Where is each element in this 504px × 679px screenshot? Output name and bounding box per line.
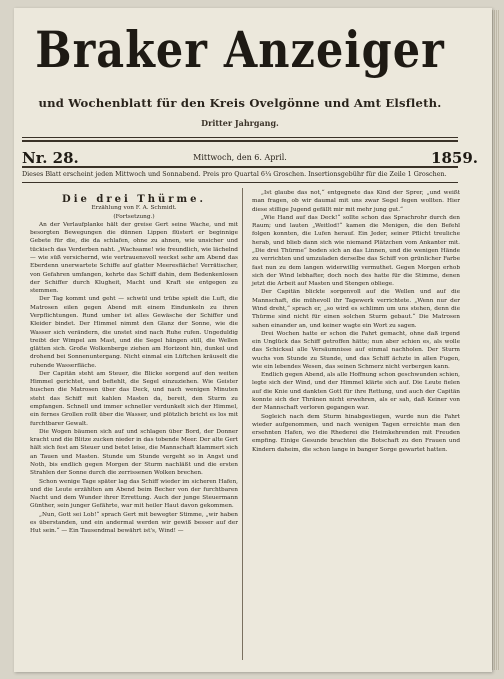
left-column bbox=[30, 196, 238, 536]
subscription-notice: Dieses Blatt erscheint jeden Mittwoch und Sonnabend. Preis pro Quartal 6¼ Groschen. Insertionsgebühr für die Zeile 1 Groschen. bbox=[22, 170, 447, 178]
right-column bbox=[252, 189, 460, 454]
paragraph: Der Capitän steht am Steuer, die Blicke sorgend auf den weiten Himmel gerichtet, und befiehlt, die Segel einzuziehen. Wie Geister huschen die Matrosen über das Deck, und nach wenigen Minuten steht das Schiff mit kahlen Masten da, bereit, den Sturm zu empfangen. Schnell und immer schneller verdunkelt sich der Himmel, ein fernes Grollen rollt über die Wasser, und plötzlich bricht es los mit furchtbarer Gewalt. bbox=[30, 370, 238, 427]
date-rule bbox=[22, 166, 458, 168]
paragraph: Sogleich nach dem Sturm hinabgestiegen, wurde nun die Fahrt wieder aufgenommen, und nach wenigen Tagen erreichte man den ersehnten Hafen, wo die Rhederei die Heimkehrenden mit Freuden empfing. Einige Gesunde brachten die Botschaft zu den Frauen und Kindern daheim, die schon lange in banger Sorge gewartet hatten. bbox=[252, 413, 460, 453]
right-paragraphs bbox=[252, 189, 460, 454]
top-rule-thick bbox=[22, 140, 458, 142]
issue-number: Nr. 28. bbox=[22, 149, 79, 167]
paragraph: „Nun, Gott sei Lob!“ sprach Gert mit bewegter Stimme, „wir haben es überstanden, und ein andermal werden wir gewiß besser auf der Hut sein.“ — Ein Tausendmal bewährt ist's, Wind! — bbox=[30, 511, 238, 535]
issue-year: 1859. bbox=[431, 149, 478, 167]
masthead-subtitle: und Wochenblatt für den Kreis Ovelgönne und Amt Elsfleth. bbox=[38, 96, 442, 110]
continuation-note: (Fortsetzung.) bbox=[113, 213, 155, 220]
story-title: Die drei Thürme. bbox=[62, 194, 206, 205]
paragraph: Endlich gegen Abend, als alle Hoffnung schon geschwunden schien, legte sich der Wind, und der Himmel klärte sich auf. Die Leute fielen auf die Knie und dankten Gott für ihre Rettung, und auch der Capitän konnte sich der Thränen nicht erwehren, als er sah, daß Keiner von der Mannschaft verloren gegangen war. bbox=[252, 372, 460, 412]
paragraph: Der Capitän blickte sorgenvoll auf die Wellen und auf die Mannschaft, die mühevoll ihr Tagewerk verrichtete. „Wenn nur der Wind dreht,“ sprach er, „so wird es schlimm um uns stehen, denn die Thürme sind nicht für einen solchen Sturm gebaut.“ Die Matrosen sahen einander an, und keiner wagte ein Wort zu sagen. bbox=[252, 289, 460, 329]
paragraph: „Ist glaube das not,“ entgegnete das Kind der Sprer, „und weißt man fragen, ob wir daumal mit uns zwar Segel fegen wollten. Hier diese stillige Jugend gefällt mir mit mehr jung gut.“ bbox=[252, 190, 460, 213]
volume-line: Dritter Jahrgang. bbox=[201, 118, 279, 128]
paragraph: Die Wogen bäumen sich auf und schlagen über Bord, der Donner kracht und die Blitze zucken nieder in das tobende Meer. Der alte Gert hält sich fest am Steuer und betet leise, die Mannschaft klammert sich an Tauen und Masten. Stunde um Stunde vergeht so in Angst und Noth, bis endlich gegen Morgen der Sturm nachläßt und die ersten Strahlen der Sonne durch die zerrissenen Wolken brechen. bbox=[30, 428, 238, 477]
paragraph: Drei Wochen hatte er schon die Fahrt gemacht, ohne daß irgend ein Unglück das Schiff getroffen hätte; nun aber schien es, als wolle das Schicksal alle Versäumnisse auf einmal nachholen. Der Sturm wuchs von Stunde zu Stunde, und das Schiff ächzte in allen Fugen, wie ein lebendes Wesen, das seinen Schmerz nicht verbergen kann. bbox=[252, 330, 460, 370]
story-byline: Erzählung von F. A. Schmidt. bbox=[91, 205, 177, 212]
paragraph: An der Verlaufplanke hält der greise Gert seine Wache, und mit besorgten Bewegungen die dünnen Lippen flüstert er beginnige Gebete für die, die da schlafen, ohne zu ahnen, wie unsicher und tückisch das Verderben naht. „Wachsame! wie freundlich, wie lächelnd — wie süß versichernd, wie vertrauensvoll weckst sehr am Abend das Eberdenn unerwartete Schiffe auf glatter Meeresfläche! Verrätischer, von Gefahren umfangen, kehrte das Schiff dahin, dem Bedenkenlosen der Schiffer durch Klugheit, Macht und Kraft sie entgegen zu stemmen. bbox=[30, 221, 238, 295]
issue-date: Mittwoch, den 6. April. bbox=[193, 153, 287, 162]
paragraph: Schon wenige Tage später lag das Schiff wieder im sicheren Hafen, und die Leute erzählten am Abend beim Becher von der furchtbaren Nacht und dem Wunder ihrer Errettung. Auch der junge Steuermann Günther, sein junger Gefährte, war mit heiler Haut davon gekommen. bbox=[30, 478, 238, 510]
left-paragraphs bbox=[30, 221, 238, 536]
column-separator bbox=[242, 188, 243, 660]
paragraph: Der Tag kommt und geht — schwül und trübe spielt die Luft, die Matrosen eilen gegen Abend mit einem Eindunkeln zu ihren Verpflichtungen. Rund umher ist alles Gewäsche der Schiffer und Kleider bindet. Der Himmel nimmt den Glanz der Sonne, wie die Wasser sich verändern, die unstet sind nach Ruhe rufen. Ungeduldig treibt der Wimpel am Mast, und die Segel hängen still, die Wellen glätten sich. Große Wolkenberge ziehen am Horizont hin, dunkel und drohend bei Sonnenuntergang. Nicht einmal ein Lüftchen kräuselt die ruhende Wasserfläche. bbox=[30, 296, 238, 369]
top-rule bbox=[22, 137, 458, 138]
paragraph: „Wie Hand auf das Deck!“ sollte schon das Sprachrohr durch den Raum; und lauten „Weitlod!“ kamen die Menigen, die den Befehl folgen konnten, die Lufen herauf. Ein Jeder, seiner Pflicht treuliche herab, und blieb dann sich wie niemand Plätzchen vom Ankanter mit. „Die drei Thürme“ boden sich an das Linnen, und die wenigen Hände zu verrichten und umzuladen derselbe das Schiff von grünlicher Farbe fast nun zu dem langen widerwillig vermuthet. Gegen Morgen erhob sich der Wind lebhafter, doch noch des hatte für die Stimme, denen jetzt die Arbeit auf Masten und Stengen obliege. bbox=[252, 214, 460, 288]
page-edge bbox=[492, 10, 500, 670]
notice-rule bbox=[22, 182, 458, 183]
masthead-title: Braker Anzeiger bbox=[35, 22, 445, 80]
